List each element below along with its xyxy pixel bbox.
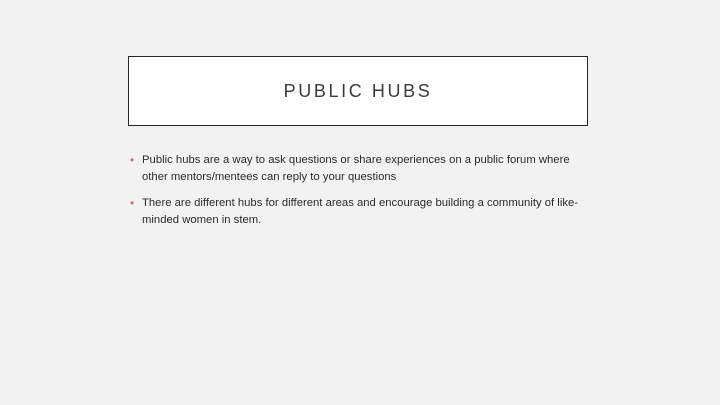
- list-item: [128, 195, 598, 228]
- bullet-dot-icon: •: [130, 196, 135, 210]
- page-title: PUBLIC HUBS: [283, 80, 433, 101]
- bullet-list: [128, 152, 598, 238]
- list-item: [128, 152, 598, 185]
- list-item-text: Public hubs are a way to ask questions or share experiences on a public forum where other mentors/mentees can reply to your questions: [142, 154, 570, 183]
- title-box: [128, 56, 588, 126]
- bullet-dot-icon: •: [130, 153, 135, 167]
- list-item-text: There are different hubs for different areas and encourage building a community of like-minded women in stem.: [142, 197, 579, 226]
